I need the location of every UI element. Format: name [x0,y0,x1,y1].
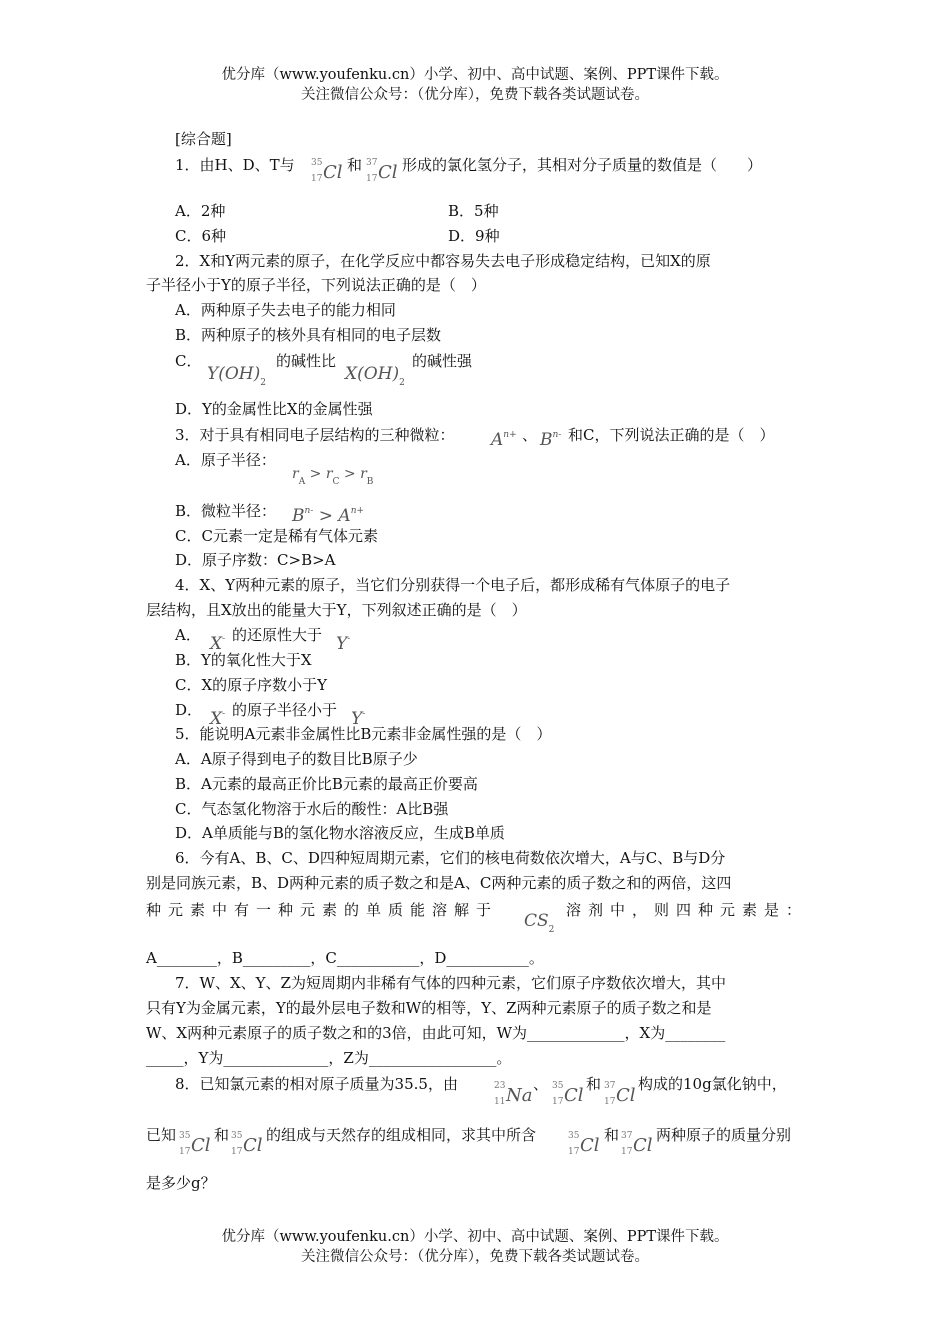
q1-option-d: D．9种 [448,227,500,245]
q2-option-a: A．两种原子失去电子的能力相同 [175,301,396,319]
q3-stem-a: 3．对于具有相同电子层结构的三种微粒： [175,426,455,444]
isotope-cl37-2: 37 17 Cl [604,1081,636,1107]
q2-option-c-mid: 的碱性比 [276,352,337,370]
header-line-1: 优分库（www.youfenku.cn）小学、初中、高中试题、案例、PPT课件下载。 [221,67,729,83]
isotope-cl35-5: 35 17 Cl [568,1131,600,1157]
formula-y-oh2: $Y(OH)_2$ [207,364,266,388]
q2-option-c-suffix: 的碱性强 [412,352,473,370]
isotope-na23: 23 11 Na [494,1081,533,1107]
q2-line-2: 子半径小于Y的原子半径，下列说法正确的是（ ） [146,276,486,294]
footer-line-1: 优分库（www.youfenku.cn）小学、初中、高中试题、案例、PPT课件下载。 [221,1229,729,1245]
header-line-2: 关注微信公众号：（优分库），免费下载各类试题试卷。 [301,87,649,103]
formula-b-gt-a: $B^{n-} > A^{n+}$ [292,506,365,526]
q4-option-a-mid: 的还原性大于 [232,626,323,644]
isotope-cl35: 35 17 Cl [311,158,343,184]
formula-y-minus-2: Y- [351,709,366,729]
isotope-cl35-3: 35 17 Cl [179,1131,211,1157]
q5-stem: 5．能说明A元素非金属性比B元素非金属性强的是（ ） [175,725,552,743]
q8-line-2-d: 和 [604,1126,620,1144]
q6-line-3-a: 种元素中有一种元素的单质能溶解于 [146,901,499,919]
q6-line-3-b: 溶剂中，则四种元素是： [566,901,809,919]
q8-line-3: 是多少g？ [146,1174,216,1192]
q4-option-d-mid: 的原子半径小于 [232,701,338,719]
formula-b-n-minus: $B^{n-}$ [540,430,562,450]
q6-line-2: 别是同族元素，B、D两种元素的质子数之和是A、C两种元素的质子数之和的两倍，这四 [146,874,732,892]
q5-option-b: B．A元素的最高正价比B元素的最高正价要高 [175,775,478,793]
q3-option-a: A．原子半径： [175,451,276,469]
q7-line-1: 7．W、X、Y、Z为短周期内非稀有气体的四种元素，它们原子序数依次增大，其中 [175,974,726,992]
q2-option-c-prefix: C． [175,352,202,370]
q4-line-1: 4．X、Y两种元素的原子，当它们分别获得一个电子后，都形成稀有气体原子的电子 [175,576,731,594]
q3-option-b: B．微粒半径： [175,502,277,520]
q3-stem-c: 和C，下列说法正确的是（ ） [568,426,775,444]
q4-line-2: 层结构，且X放出的能量大于Y，下列叙述正确的是（ ） [146,601,527,619]
q1-stem-b: 和 [347,156,363,174]
q3-option-d: D．原子序数：C>B>A [175,551,336,569]
q1-option-c: C．6种 [175,227,227,245]
formula-x-minus-2: X- [210,709,226,729]
q4-option-d-prefix: D． [175,701,203,719]
formula-cs2: $CS_2$ [524,911,555,935]
q8-line-1-b: 、 [533,1075,549,1093]
formula-a-n-plus: $A^{n+}$ [491,430,517,450]
q7-line-2: 只有Y为金属元素，Y的最外层电子数和W的相等，Y、Z两种元素原子的质子数之和是 [146,999,712,1017]
q4-option-a-prefix: A． [175,626,201,644]
section-title: [综合题] [175,130,232,148]
isotope-cl37-3: 37 17 Cl [621,1131,653,1157]
q5-option-a: A．A原子得到电子的数目比B原子少 [175,750,418,768]
formula-x-minus: X- [210,634,226,654]
q6-line-1: 6．今有A、B、C、D四种短周期元素，它们的核电荷数依次增大，A与C、B与D分 [175,849,726,867]
q7-line-3: W、X两种元素原子的质子数之和的3倍，由此可知，W为_____________，X为________ [146,1024,726,1042]
isotope-cl35-2: 35 17 Cl [552,1081,584,1107]
footer-line-2: 关注微信公众号：（优分库），免费下载各类试题试卷。 [301,1249,649,1265]
q4-option-b: B．Y的氧化性大于X [175,651,312,669]
q8-line-2-c: 的组成与天然存的组成相同，求其中所含 [266,1126,537,1144]
q8-line-2-a: 已知 [146,1126,177,1144]
q1-stem-c: 形成的氯化氢分子，其相对分子质量的数值是（ ） [402,156,763,174]
q4-option-c: C．X的原子序数小于Y [175,676,328,694]
q2-option-d: D．Y的金属性比X的金属性强 [175,400,373,418]
isotope-cl37: 37 17 Cl [366,158,398,184]
isotope-cl35-4: 35 17 Cl [231,1131,263,1157]
q1-stem-a: 1．由H、D、T与 [175,156,295,174]
q8-line-1-d: 构成的10g氯化钠中， [638,1075,787,1093]
formula-radius-order: $r_A > r_C > r_B$ [292,466,374,487]
q8-line-1-a: 8．已知氯元素的相对原子质量为35.5，由 [175,1075,458,1093]
q3-stem-b: 、 [522,426,538,444]
formula-x-oh2: $X(OH)_2$ [345,364,405,388]
q8-line-2-e: 两种原子的质量分别 [656,1126,792,1144]
q2-line-1: 2．X和Y两元素的原子，在化学反应中都容易失去电子形成稳定结构，已知X的原 [175,252,711,270]
q6-line-4: A________，B_________，C___________，D___________。 [146,949,544,967]
formula-y-minus: Y- [336,634,351,654]
q1-option-b: B．5种 [448,202,499,220]
q5-option-c: C．气态氢化物溶于水后的酸性：A比B强 [175,800,449,818]
q3-option-c: C．C元素一定是稀有气体元素 [175,527,378,545]
q8-line-2-b: 和 [214,1126,230,1144]
q1-option-a: A．2种 [175,202,226,220]
q5-option-d: D．A单质能与B的氢化物水溶液反应，生成B单质 [175,824,505,842]
q8-line-1-c: 和 [586,1075,602,1093]
q7-line-4: _____，Y为______________，Z为_________________。 [146,1049,512,1067]
q2-option-b: B．两种原子的核外具有相同的电子层数 [175,326,442,344]
